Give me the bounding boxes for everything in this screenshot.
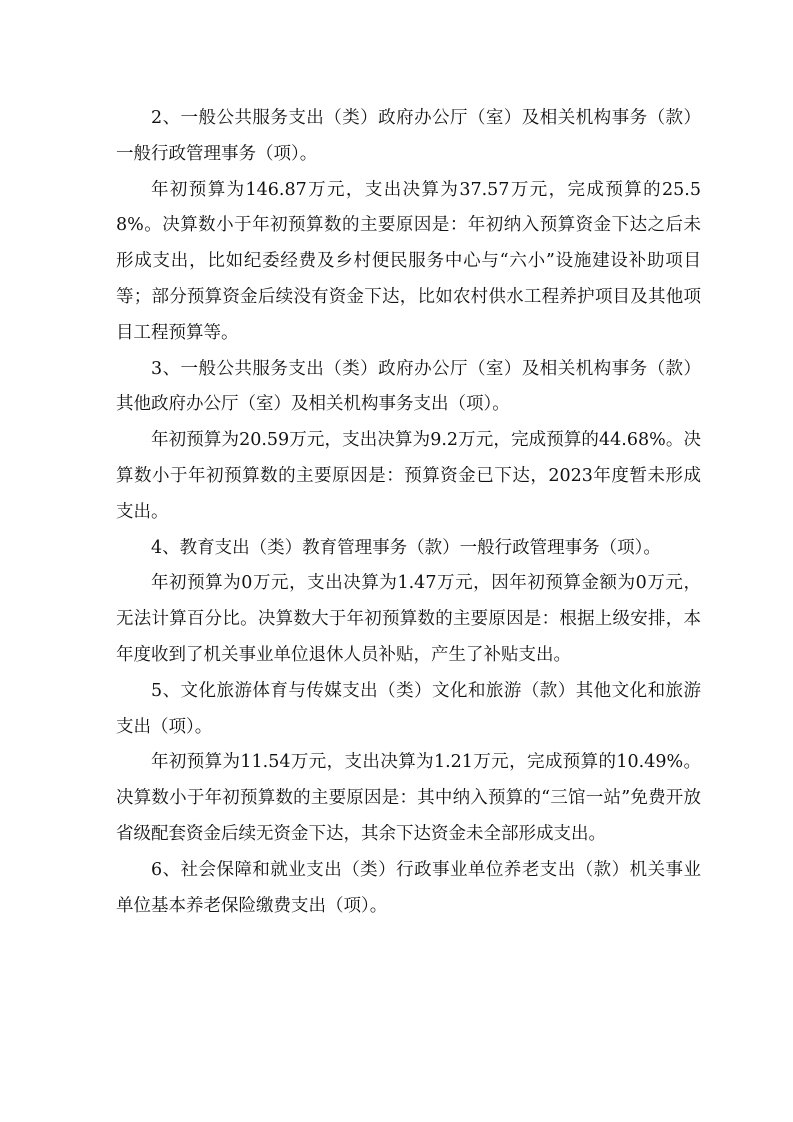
section-heading-4: 4、教育支出（类）教育管理事务（款）一般行政管理事务（项）。 xyxy=(151,537,661,558)
section-body-4: 年初预算为0万元，支出决算为1.47万元，因年初预算金额为0万元，无法计算百分比。决算数大于年初预算数的主要原因是：根据上级安排，本年度收到了机关事业单位退休人员补贴，产生了补贴支出。 xyxy=(116,573,701,665)
section-heading-5: 5、文化旅游体育与传媒支出（类）文化和旅游（款）其他文化和旅游支出（项）。 xyxy=(116,680,701,737)
section-heading-6: 6、社会保障和就业支出（类）行政事业单位养老支出（款）机关事业单位基本养老保险缴费支出（项）。 xyxy=(116,859,701,916)
section-heading-2: 2、一般公共服务支出（类）政府办公厅（室）及相关机构事务（款）一般行政管理事务（项）。 xyxy=(116,108,701,164)
section-body-2: 年初预算为146.87万元，支出决算为37.57万元，完成预算的25.58%。决算数小于年初预算数的主要原因是：年初纳入预算资金下达之后未形成支出，比如纪委经费及乡村便民服务中心与“六小”设施建设补助项目等；部分预算资金后续没有资金下达，比如农村供水工程养护项目及其他项目工程预算等。 xyxy=(116,179,701,343)
document-body xyxy=(116,101,701,924)
section-body-5: 年初预算为11.54万元，支出决算为1.21万元，完成预算的10.49%。决算数小于年初预算数的主要原因是：其中纳入预算的“三馆一站”免费开放省级配套资金后续无资金下达，其余下达资金未全部形成支出。 xyxy=(116,752,701,844)
section-heading-3: 3、一般公共服务支出（类）政府办公厅（室）及相关机构事务（款）其他政府办公厅（室）及相关机构事务支出（项）。 xyxy=(116,358,701,415)
section-body-3: 年初预算为20.59万元，支出决算为9.2万元，完成预算的44.68%。决算数小于年初预算数的主要原因是：预算资金已下达，2023年度暂未形成支出。 xyxy=(116,430,701,522)
